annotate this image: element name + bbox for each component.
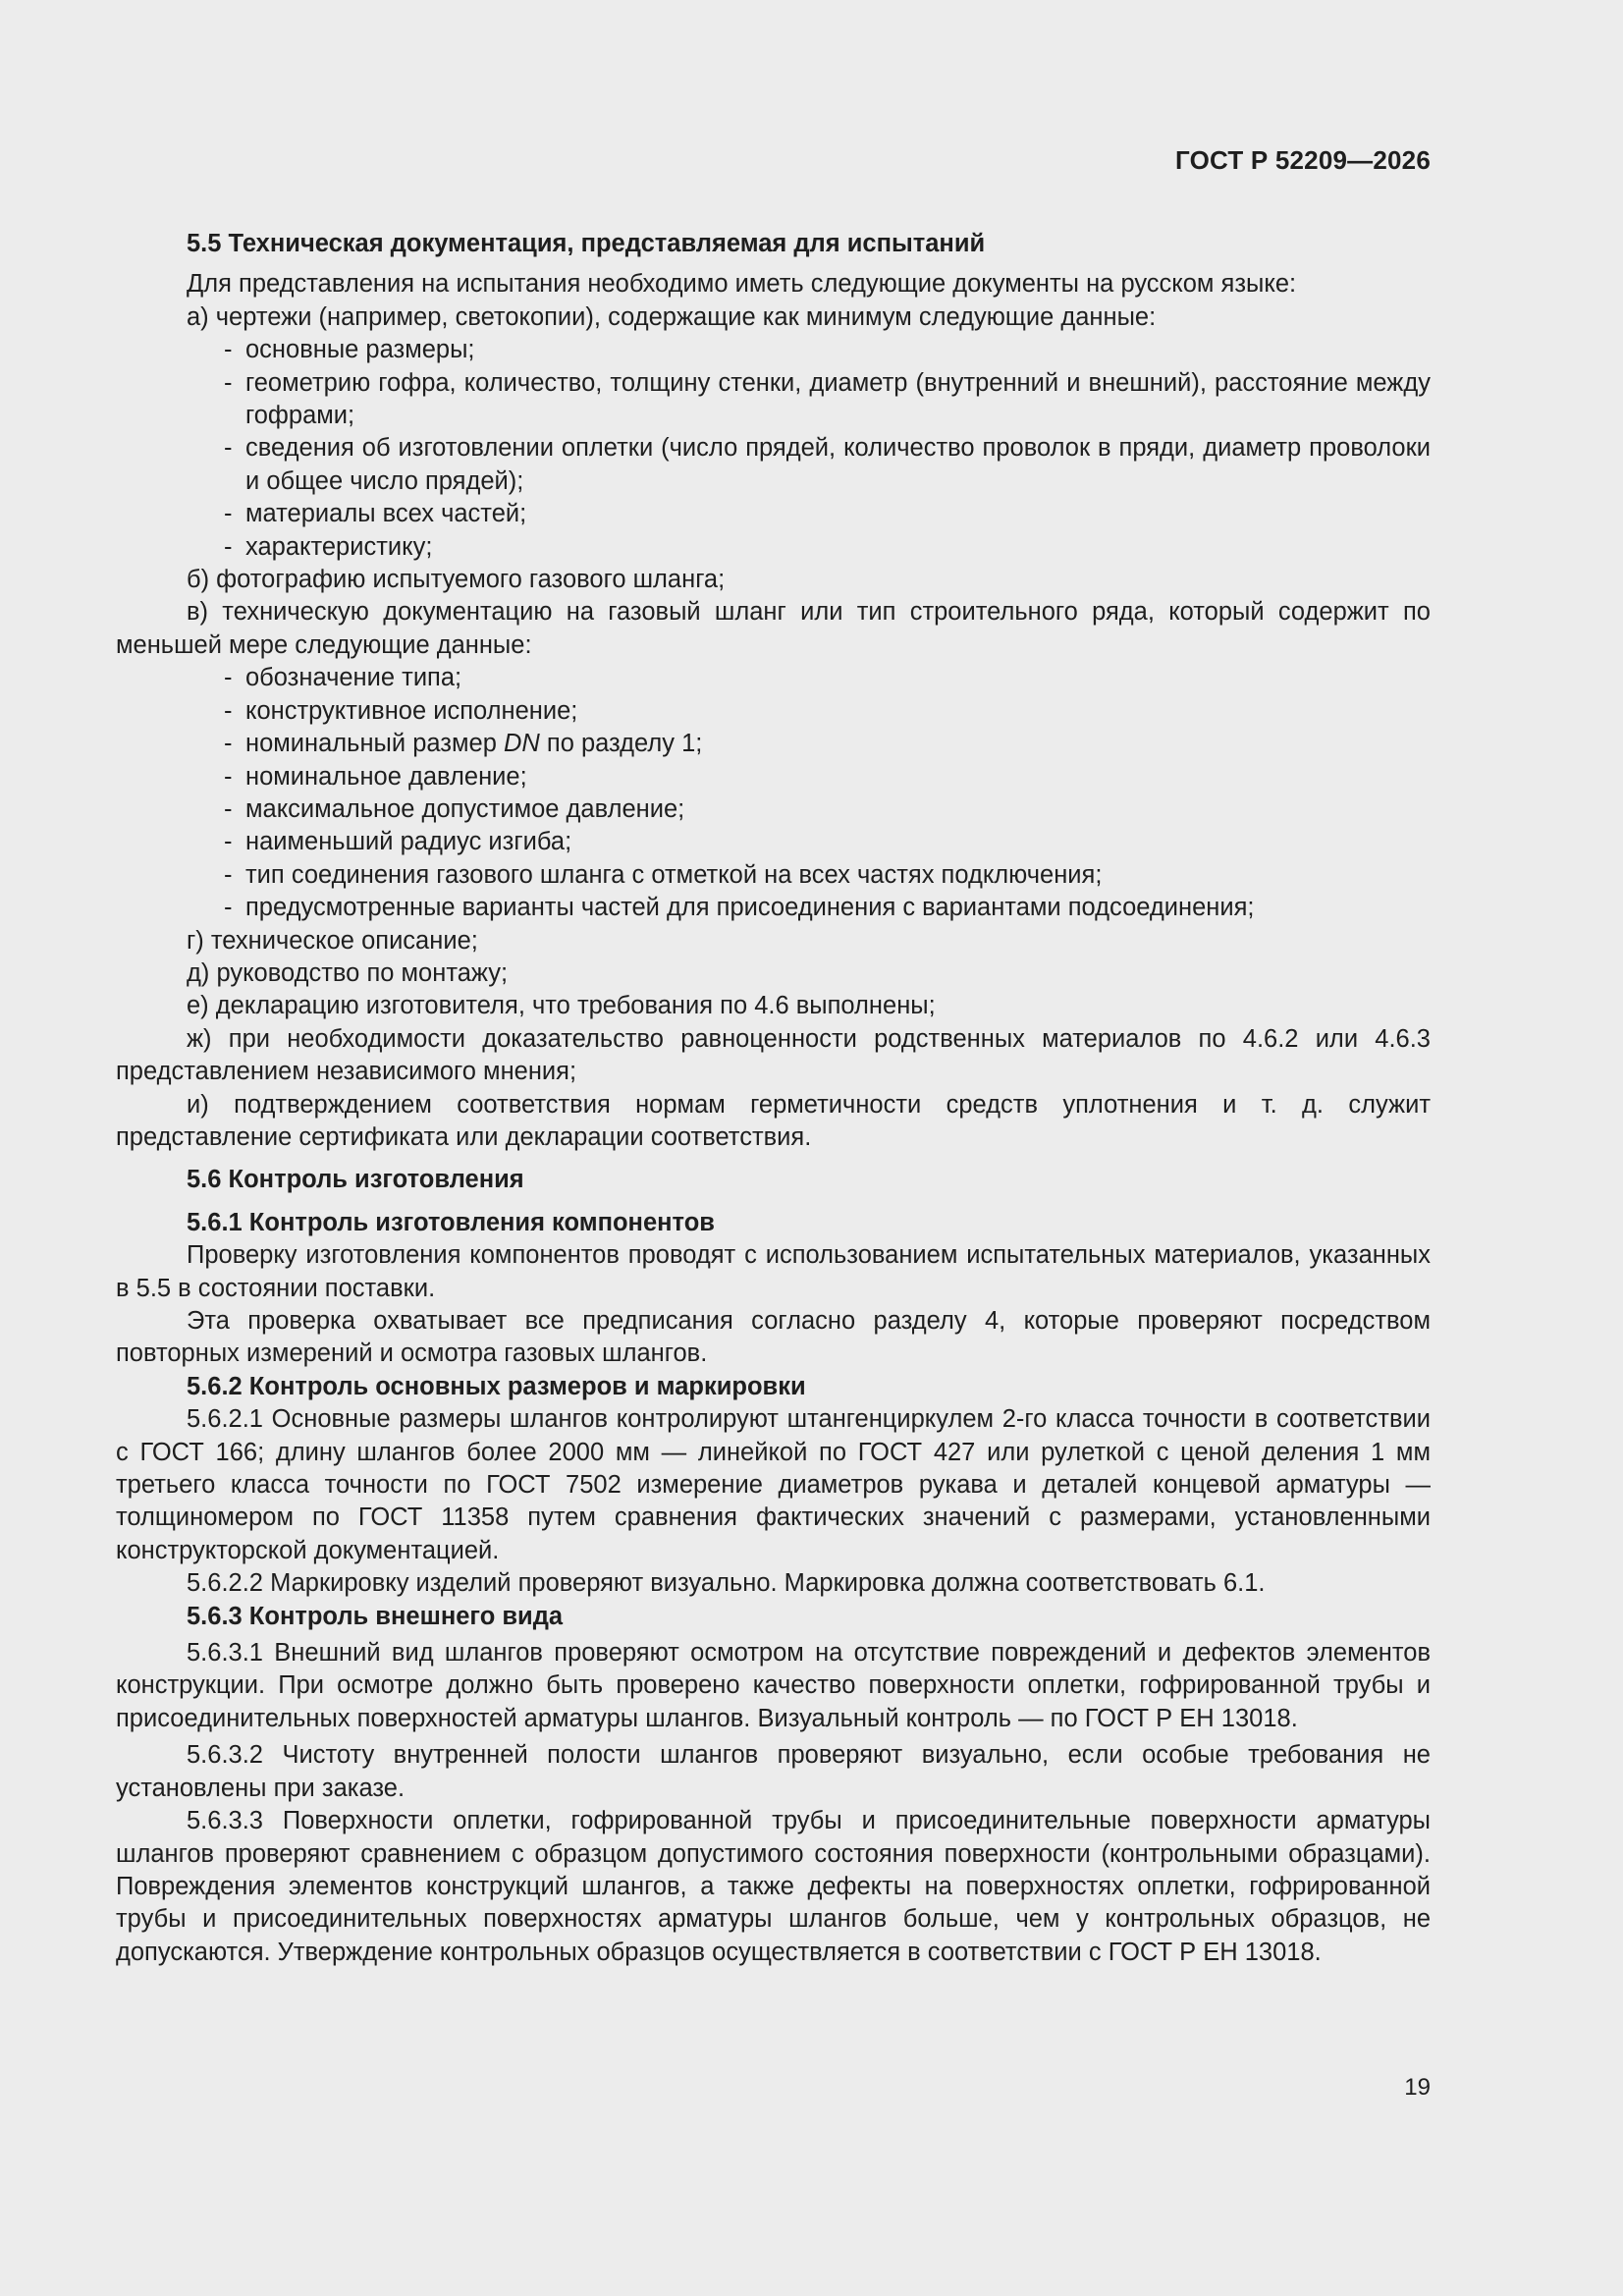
paragraph: 5.6.2.2 Маркировку изделий проверяют визуально. Маркировка должна соответствовать 6.1. — [187, 1569, 1266, 1598]
list-item: - максимальное допустимое давление; — [224, 794, 685, 823]
paragraph: 5.6.3.1 Внешний вид шлангов проверяют осмотром на отсутствие повреждений и дефектов элементов конструкции. При осмотре должно быть проверено качество поверхности оплетки, гофрированной трубы и присоединительных поверхностей арматуры шлангов. Визуальный контроль — по ГОСТ Р ЕН 13018. — [116, 1639, 1431, 1732]
document-body — [116, 228, 1431, 1969]
list-item: - предусмотренные варианты частей для присоединения с вариантами подсоединения; — [224, 894, 1255, 922]
dn-symbol: DN — [503, 730, 540, 758]
list-item: - номинальное давление; — [224, 762, 527, 791]
list-item: - сведения об изготовлении оплетки (число прядей, количество проволок в пряди, диаметр проволоки и общее число прядей); — [224, 434, 1431, 495]
section-5-6-3-heading: 5.6.3 Контроль внешнего вида — [187, 1602, 564, 1630]
section-5-5-intro: Для представления на испытания необходимо иметь следующие документы на русском языке: — [187, 270, 1297, 299]
list-item: - материалы всех частей; — [224, 500, 527, 528]
list-item: - основные размеры; — [224, 336, 475, 364]
list-item: - номинальный размер DN по разделу 1; — [224, 730, 703, 758]
paragraph: 5.6.3.2 Чистоту внутренней полости шлангов проверяют визуально, если особые требования не установлены при заказе. — [116, 1741, 1431, 1802]
list-item: - геометрию гофра, количество, толщину стенки, диаметр (внутренний и внешний), расстояние между гофрами; — [224, 368, 1431, 430]
paragraph: Эта проверка охватывает все предписания согласно разделу 4, которые проверяют посредством повторных измерений и осмотра газовых шлангов. — [116, 1307, 1431, 1368]
list-item: - характеристику; — [224, 532, 433, 561]
list-item: - наименьший радиус изгиба; — [224, 828, 572, 856]
list-item: - конструктивное исполнение; — [224, 696, 578, 725]
list-item-a: а) чертежи (например, светокопии), содержащие как минимум следующие данные: — [187, 302, 1157, 331]
list-item-v: в) техническую документацию на газовый шланг или тип строительного ряда, который содержит по меньшей мере следующие данные: — [116, 598, 1431, 659]
list-item-g: г) техническое описание; — [187, 926, 478, 955]
list-item-zh: ж) при необходимости доказательство равноценности родственных материалов по 4.6.2 или 4.6.3 представлением независимого мнения; — [116, 1024, 1431, 1086]
section-5-6-2-heading: 5.6.2 Контроль основных размеров и маркировки — [187, 1372, 806, 1400]
paragraph: 5.6.2.1 Основные размеры шлангов контролируют штангенциркулем 2-го класса точности в соответствии с ГОСТ 166; длину шлангов более 2000 мм — линейкой по ГОСТ 427 или рулеткой с ценой деления 1 мм третьего класса точности по ГОСТ 7502 измерение диаметров рукава и деталей концевой арматуры — толщиномером по ГОСТ 11358 путем сравнения фактических значений с размерами, установленными конструкторской документацией. — [116, 1405, 1431, 1564]
document-code: ГОСТ Р 52209—2026 — [1175, 145, 1431, 175]
paragraph: 5.6.3.3 Поверхности оплетки, гофрированной трубы и присоединительные поверхности арматуры шлангов проверяют сравнением с образцом допустимого состояния поверхности (контрольными образцами). Повреждения элементов конструкций шлангов, а также дефекты на поверхностях оплетки, гофрированной трубы и присоединительных поверхностях арматуры шлангов больше, чем у контрольных образцов, не допускаются. Утверждение контрольных образцов осуществляется в соответствии с ГОСТ Р ЕН 13018. — [116, 1807, 1431, 1966]
list-item-b: б) фотографию испытуемого газового шланга; — [187, 566, 726, 594]
list-v-subitems — [116, 662, 1431, 924]
paragraph: Проверку изготовления компонентов проводят с использованием испытательных материалов, указанных в 5.5 в состоянии поставки. — [116, 1241, 1431, 1302]
list-item: - тип соединения газового шланга с отметкой на всех частях подключения; — [224, 860, 1103, 889]
list-item-i: и) подтверждением соответствия нормам герметичности средств уплотнения и т. д. служит представление сертификата или декларации соответствия. — [116, 1090, 1431, 1151]
list-a-subitems — [116, 334, 1431, 564]
section-5-6-heading: 5.6 Контроль изготовления — [187, 1166, 524, 1194]
list-item: - обозначение типа; — [224, 664, 462, 692]
list-item-e: е) декларацию изготовителя, что требования по 4.6 выполнены; — [187, 992, 936, 1020]
section-5-5-heading: 5.5 Техническая документация, представляемая для испытаний — [187, 230, 986, 257]
section-5-6-1-heading: 5.6.1 Контроль изготовления компонентов — [187, 1208, 715, 1236]
list-item-d: д) руководство по монтажу; — [187, 958, 509, 987]
page-number: 19 — [1404, 2074, 1431, 2101]
